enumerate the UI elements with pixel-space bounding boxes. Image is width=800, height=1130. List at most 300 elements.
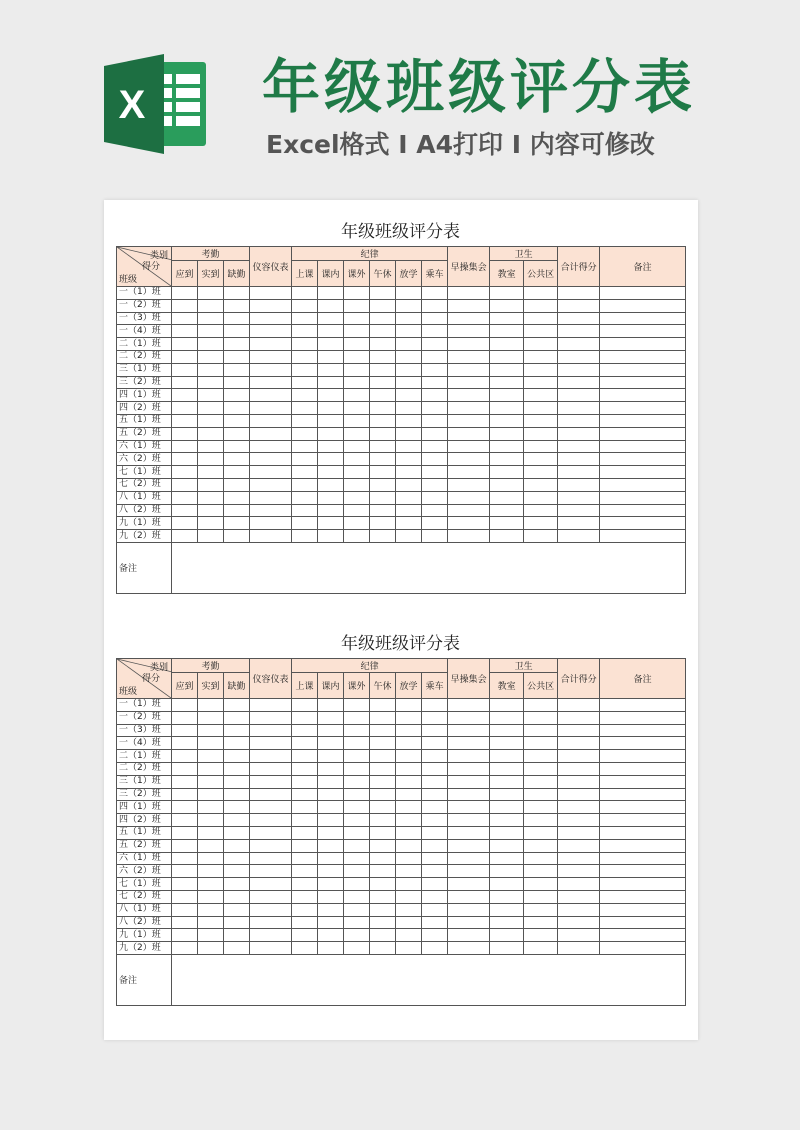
score-input-cell[interactable] (558, 916, 600, 929)
score-input-cell[interactable] (600, 737, 686, 750)
score-input-cell[interactable] (600, 363, 686, 376)
score-input-cell[interactable] (172, 530, 198, 543)
score-input-cell[interactable] (318, 814, 344, 827)
score-input-cell[interactable] (250, 801, 292, 814)
score-input-cell[interactable] (344, 788, 370, 801)
score-input-cell[interactable] (524, 916, 558, 929)
score-input-cell[interactable] (318, 389, 344, 402)
score-input-cell[interactable] (224, 890, 250, 903)
score-input-cell[interactable] (172, 312, 198, 325)
score-input-cell[interactable] (344, 414, 370, 427)
score-input-cell[interactable] (370, 414, 396, 427)
score-input-cell[interactable] (490, 839, 524, 852)
score-input-cell[interactable] (558, 903, 600, 916)
score-input-cell[interactable] (422, 711, 448, 724)
score-input-cell[interactable] (370, 890, 396, 903)
score-input-cell[interactable] (600, 724, 686, 737)
score-input-cell[interactable] (448, 504, 490, 517)
score-input-cell[interactable] (292, 903, 318, 916)
score-input-cell[interactable] (172, 338, 198, 351)
score-input-cell[interactable] (558, 440, 600, 453)
score-input-cell[interactable] (600, 814, 686, 827)
score-input-cell[interactable] (292, 942, 318, 955)
score-input-cell[interactable] (318, 724, 344, 737)
score-input-cell[interactable] (198, 865, 224, 878)
score-input-cell[interactable] (396, 402, 422, 415)
score-input-cell[interactable] (370, 517, 396, 530)
score-input-cell[interactable] (396, 826, 422, 839)
score-input-cell[interactable] (344, 350, 370, 363)
score-input-cell[interactable] (198, 903, 224, 916)
score-input-cell[interactable] (558, 376, 600, 389)
score-input-cell[interactable] (422, 762, 448, 775)
score-input-cell[interactable] (344, 903, 370, 916)
score-input-cell[interactable] (250, 737, 292, 750)
score-input-cell[interactable] (422, 312, 448, 325)
score-input-cell[interactable] (224, 762, 250, 775)
score-input-cell[interactable] (600, 903, 686, 916)
score-input-cell[interactable] (318, 312, 344, 325)
score-input-cell[interactable] (172, 299, 198, 312)
score-input-cell[interactable] (344, 299, 370, 312)
score-input-cell[interactable] (396, 491, 422, 504)
score-input-cell[interactable] (318, 903, 344, 916)
score-input-cell[interactable] (292, 427, 318, 440)
score-input-cell[interactable] (600, 402, 686, 415)
score-input-cell[interactable] (558, 711, 600, 724)
score-input-cell[interactable] (600, 389, 686, 402)
score-input-cell[interactable] (370, 299, 396, 312)
score-input-cell[interactable] (490, 389, 524, 402)
score-input-cell[interactable] (250, 814, 292, 827)
score-input-cell[interactable] (172, 389, 198, 402)
score-input-cell[interactable] (198, 737, 224, 750)
score-input-cell[interactable] (600, 299, 686, 312)
score-input-cell[interactable] (558, 890, 600, 903)
score-input-cell[interactable] (250, 903, 292, 916)
score-input-cell[interactable] (172, 453, 198, 466)
score-input-cell[interactable] (318, 491, 344, 504)
score-input-cell[interactable] (292, 402, 318, 415)
score-input-cell[interactable] (292, 312, 318, 325)
score-input-cell[interactable] (600, 878, 686, 891)
score-input-cell[interactable] (198, 440, 224, 453)
score-input-cell[interactable] (396, 801, 422, 814)
score-input-cell[interactable] (524, 312, 558, 325)
score-input-cell[interactable] (422, 878, 448, 891)
score-input-cell[interactable] (250, 299, 292, 312)
score-input-cell[interactable] (558, 942, 600, 955)
score-input-cell[interactable] (172, 724, 198, 737)
score-input-cell[interactable] (224, 517, 250, 530)
score-input-cell[interactable] (344, 916, 370, 929)
score-input-cell[interactable] (600, 530, 686, 543)
score-input-cell[interactable] (318, 699, 344, 712)
score-input-cell[interactable] (600, 376, 686, 389)
score-input-cell[interactable] (250, 402, 292, 415)
score-input-cell[interactable] (370, 839, 396, 852)
score-input-cell[interactable] (318, 929, 344, 942)
score-input-cell[interactable] (558, 839, 600, 852)
score-input-cell[interactable] (292, 814, 318, 827)
score-input-cell[interactable] (490, 504, 524, 517)
score-input-cell[interactable] (524, 890, 558, 903)
score-input-cell[interactable] (292, 376, 318, 389)
score-input-cell[interactable] (524, 414, 558, 427)
score-input-cell[interactable] (490, 699, 524, 712)
score-input-cell[interactable] (448, 762, 490, 775)
score-input-cell[interactable] (422, 929, 448, 942)
score-input-cell[interactable] (318, 414, 344, 427)
score-input-cell[interactable] (524, 788, 558, 801)
score-input-cell[interactable] (370, 942, 396, 955)
score-input-cell[interactable] (370, 376, 396, 389)
score-input-cell[interactable] (224, 350, 250, 363)
score-input-cell[interactable] (344, 878, 370, 891)
score-input-cell[interactable] (250, 427, 292, 440)
score-input-cell[interactable] (524, 402, 558, 415)
score-input-cell[interactable] (422, 338, 448, 351)
score-input-cell[interactable] (318, 478, 344, 491)
score-input-cell[interactable] (422, 402, 448, 415)
score-input-cell[interactable] (558, 878, 600, 891)
score-input-cell[interactable] (198, 466, 224, 479)
score-input-cell[interactable] (292, 530, 318, 543)
score-input-cell[interactable] (448, 865, 490, 878)
score-input-cell[interactable] (524, 711, 558, 724)
score-input-cell[interactable] (490, 287, 524, 300)
score-input-cell[interactable] (370, 737, 396, 750)
score-input-cell[interactable] (422, 376, 448, 389)
score-input-cell[interactable] (524, 389, 558, 402)
score-input-cell[interactable] (558, 504, 600, 517)
score-input-cell[interactable] (422, 363, 448, 376)
score-input-cell[interactable] (448, 916, 490, 929)
score-input-cell[interactable] (292, 414, 318, 427)
score-input-cell[interactable] (224, 801, 250, 814)
score-input-cell[interactable] (448, 376, 490, 389)
score-input-cell[interactable] (198, 916, 224, 929)
score-input-cell[interactable] (490, 325, 524, 338)
score-input-cell[interactable] (524, 287, 558, 300)
score-input-cell[interactable] (422, 890, 448, 903)
score-input-cell[interactable] (490, 440, 524, 453)
score-input-cell[interactable] (250, 788, 292, 801)
score-input-cell[interactable] (198, 839, 224, 852)
score-input-cell[interactable] (490, 750, 524, 763)
score-input-cell[interactable] (224, 312, 250, 325)
score-input-cell[interactable] (448, 903, 490, 916)
score-input-cell[interactable] (524, 363, 558, 376)
score-input-cell[interactable] (396, 916, 422, 929)
score-input-cell[interactable] (250, 775, 292, 788)
score-input-cell[interactable] (600, 491, 686, 504)
score-input-cell[interactable] (396, 814, 422, 827)
score-input-cell[interactable] (344, 852, 370, 865)
score-input-cell[interactable] (600, 826, 686, 839)
score-input-cell[interactable] (396, 363, 422, 376)
score-input-cell[interactable] (292, 788, 318, 801)
score-input-cell[interactable] (172, 916, 198, 929)
score-input-cell[interactable] (172, 427, 198, 440)
score-input-cell[interactable] (396, 724, 422, 737)
score-input-cell[interactable] (172, 440, 198, 453)
score-input-cell[interactable] (224, 724, 250, 737)
score-input-cell[interactable] (448, 750, 490, 763)
score-input-cell[interactable] (524, 453, 558, 466)
score-input-cell[interactable] (344, 517, 370, 530)
score-input-cell[interactable] (224, 478, 250, 491)
score-input-cell[interactable] (198, 724, 224, 737)
score-input-cell[interactable] (250, 350, 292, 363)
score-input-cell[interactable] (370, 903, 396, 916)
score-input-cell[interactable] (344, 453, 370, 466)
score-input-cell[interactable] (600, 427, 686, 440)
score-input-cell[interactable] (448, 826, 490, 839)
score-input-cell[interactable] (344, 737, 370, 750)
score-input-cell[interactable] (490, 517, 524, 530)
score-input-cell[interactable] (490, 453, 524, 466)
score-input-cell[interactable] (198, 363, 224, 376)
score-input-cell[interactable] (422, 788, 448, 801)
score-input-cell[interactable] (344, 699, 370, 712)
score-input-cell[interactable] (490, 402, 524, 415)
score-input-cell[interactable] (490, 890, 524, 903)
score-input-cell[interactable] (344, 724, 370, 737)
score-input-cell[interactable] (250, 325, 292, 338)
score-input-cell[interactable] (172, 414, 198, 427)
score-input-cell[interactable] (558, 478, 600, 491)
score-input-cell[interactable] (344, 402, 370, 415)
score-input-cell[interactable] (422, 699, 448, 712)
score-input-cell[interactable] (600, 711, 686, 724)
score-input-cell[interactable] (396, 325, 422, 338)
score-input-cell[interactable] (600, 517, 686, 530)
score-input-cell[interactable] (250, 699, 292, 712)
score-input-cell[interactable] (172, 942, 198, 955)
score-input-cell[interactable] (172, 504, 198, 517)
score-input-cell[interactable] (198, 814, 224, 827)
score-input-cell[interactable] (422, 517, 448, 530)
score-input-cell[interactable] (422, 299, 448, 312)
score-input-cell[interactable] (558, 466, 600, 479)
score-input-cell[interactable] (172, 699, 198, 712)
score-input-cell[interactable] (490, 916, 524, 929)
score-input-cell[interactable] (448, 788, 490, 801)
score-input-cell[interactable] (198, 312, 224, 325)
score-input-cell[interactable] (524, 466, 558, 479)
score-input-cell[interactable] (448, 929, 490, 942)
score-input-cell[interactable] (524, 299, 558, 312)
score-input-cell[interactable] (370, 788, 396, 801)
score-input-cell[interactable] (344, 312, 370, 325)
score-input-cell[interactable] (224, 775, 250, 788)
score-input-cell[interactable] (224, 504, 250, 517)
score-input-cell[interactable] (250, 453, 292, 466)
score-input-cell[interactable] (524, 325, 558, 338)
score-input-cell[interactable] (318, 737, 344, 750)
score-input-cell[interactable] (250, 762, 292, 775)
score-input-cell[interactable] (370, 699, 396, 712)
score-input-cell[interactable] (198, 427, 224, 440)
score-input-cell[interactable] (490, 942, 524, 955)
score-input-cell[interactable] (524, 826, 558, 839)
score-input-cell[interactable] (318, 530, 344, 543)
score-input-cell[interactable] (396, 350, 422, 363)
score-input-cell[interactable] (224, 788, 250, 801)
score-input-cell[interactable] (370, 852, 396, 865)
score-input-cell[interactable] (490, 865, 524, 878)
score-input-cell[interactable] (396, 929, 422, 942)
score-input-cell[interactable] (448, 312, 490, 325)
score-input-cell[interactable] (422, 865, 448, 878)
score-input-cell[interactable] (250, 363, 292, 376)
score-input-cell[interactable] (524, 903, 558, 916)
score-input-cell[interactable] (558, 826, 600, 839)
score-input-cell[interactable] (370, 402, 396, 415)
score-input-cell[interactable] (396, 788, 422, 801)
score-input-cell[interactable] (250, 338, 292, 351)
score-input-cell[interactable] (250, 504, 292, 517)
score-input-cell[interactable] (448, 814, 490, 827)
score-input-cell[interactable] (524, 750, 558, 763)
score-input-cell[interactable] (292, 878, 318, 891)
score-input-cell[interactable] (524, 865, 558, 878)
score-input-cell[interactable] (396, 389, 422, 402)
score-input-cell[interactable] (370, 929, 396, 942)
score-input-cell[interactable] (422, 453, 448, 466)
score-input-cell[interactable] (370, 530, 396, 543)
score-input-cell[interactable] (558, 402, 600, 415)
score-input-cell[interactable] (448, 299, 490, 312)
score-input-cell[interactable] (198, 788, 224, 801)
score-input-cell[interactable] (558, 788, 600, 801)
score-input-cell[interactable] (448, 338, 490, 351)
score-input-cell[interactable] (292, 852, 318, 865)
score-input-cell[interactable] (318, 517, 344, 530)
score-input-cell[interactable] (292, 338, 318, 351)
score-input-cell[interactable] (558, 750, 600, 763)
score-input-cell[interactable] (558, 363, 600, 376)
score-input-cell[interactable] (344, 775, 370, 788)
score-input-cell[interactable] (250, 440, 292, 453)
score-input-cell[interactable] (524, 814, 558, 827)
score-input-cell[interactable] (396, 839, 422, 852)
score-input-cell[interactable] (172, 775, 198, 788)
score-input-cell[interactable] (396, 466, 422, 479)
score-input-cell[interactable] (318, 363, 344, 376)
score-input-cell[interactable] (318, 440, 344, 453)
score-input-cell[interactable] (198, 826, 224, 839)
score-input-cell[interactable] (224, 916, 250, 929)
score-input-cell[interactable] (198, 414, 224, 427)
score-input-cell[interactable] (172, 929, 198, 942)
notes-input-cell[interactable] (172, 954, 686, 1005)
score-input-cell[interactable] (600, 929, 686, 942)
score-input-cell[interactable] (490, 363, 524, 376)
score-input-cell[interactable] (344, 325, 370, 338)
score-input-cell[interactable] (250, 839, 292, 852)
score-input-cell[interactable] (198, 350, 224, 363)
score-input-cell[interactable] (344, 801, 370, 814)
score-input-cell[interactable] (448, 724, 490, 737)
score-input-cell[interactable] (524, 517, 558, 530)
score-input-cell[interactable] (490, 788, 524, 801)
score-input-cell[interactable] (224, 737, 250, 750)
score-input-cell[interactable] (448, 517, 490, 530)
score-input-cell[interactable] (172, 478, 198, 491)
score-input-cell[interactable] (396, 414, 422, 427)
score-input-cell[interactable] (172, 852, 198, 865)
score-input-cell[interactable] (558, 530, 600, 543)
score-input-cell[interactable] (224, 466, 250, 479)
score-input-cell[interactable] (558, 517, 600, 530)
score-input-cell[interactable] (318, 762, 344, 775)
score-input-cell[interactable] (292, 711, 318, 724)
score-input-cell[interactable] (490, 724, 524, 737)
score-input-cell[interactable] (292, 350, 318, 363)
score-input-cell[interactable] (370, 491, 396, 504)
score-input-cell[interactable] (448, 737, 490, 750)
score-input-cell[interactable] (490, 878, 524, 891)
score-input-cell[interactable] (318, 466, 344, 479)
score-input-cell[interactable] (224, 491, 250, 504)
score-input-cell[interactable] (344, 466, 370, 479)
score-input-cell[interactable] (224, 389, 250, 402)
score-input-cell[interactable] (558, 389, 600, 402)
score-input-cell[interactable] (250, 491, 292, 504)
score-input-cell[interactable] (370, 325, 396, 338)
score-input-cell[interactable] (292, 287, 318, 300)
score-input-cell[interactable] (172, 737, 198, 750)
score-input-cell[interactable] (422, 491, 448, 504)
score-input-cell[interactable] (224, 929, 250, 942)
score-input-cell[interactable] (448, 878, 490, 891)
score-input-cell[interactable] (600, 350, 686, 363)
score-input-cell[interactable] (370, 916, 396, 929)
score-input-cell[interactable] (344, 376, 370, 389)
score-input-cell[interactable] (198, 762, 224, 775)
score-input-cell[interactable] (344, 338, 370, 351)
score-input-cell[interactable] (490, 814, 524, 827)
score-input-cell[interactable] (318, 299, 344, 312)
score-input-cell[interactable] (292, 363, 318, 376)
score-input-cell[interactable] (318, 504, 344, 517)
score-input-cell[interactable] (600, 852, 686, 865)
score-input-cell[interactable] (448, 711, 490, 724)
score-input-cell[interactable] (490, 801, 524, 814)
score-input-cell[interactable] (198, 376, 224, 389)
score-input-cell[interactable] (198, 338, 224, 351)
score-input-cell[interactable] (422, 530, 448, 543)
score-input-cell[interactable] (318, 878, 344, 891)
score-input-cell[interactable] (370, 865, 396, 878)
score-input-cell[interactable] (422, 466, 448, 479)
score-input-cell[interactable] (448, 530, 490, 543)
score-input-cell[interactable] (250, 414, 292, 427)
score-input-cell[interactable] (490, 711, 524, 724)
score-input-cell[interactable] (250, 312, 292, 325)
score-input-cell[interactable] (344, 389, 370, 402)
score-input-cell[interactable] (422, 389, 448, 402)
score-input-cell[interactable] (422, 325, 448, 338)
score-input-cell[interactable] (344, 890, 370, 903)
score-input-cell[interactable] (318, 453, 344, 466)
score-input-cell[interactable] (558, 814, 600, 827)
score-input-cell[interactable] (318, 750, 344, 763)
score-input-cell[interactable] (224, 325, 250, 338)
score-input-cell[interactable] (422, 801, 448, 814)
